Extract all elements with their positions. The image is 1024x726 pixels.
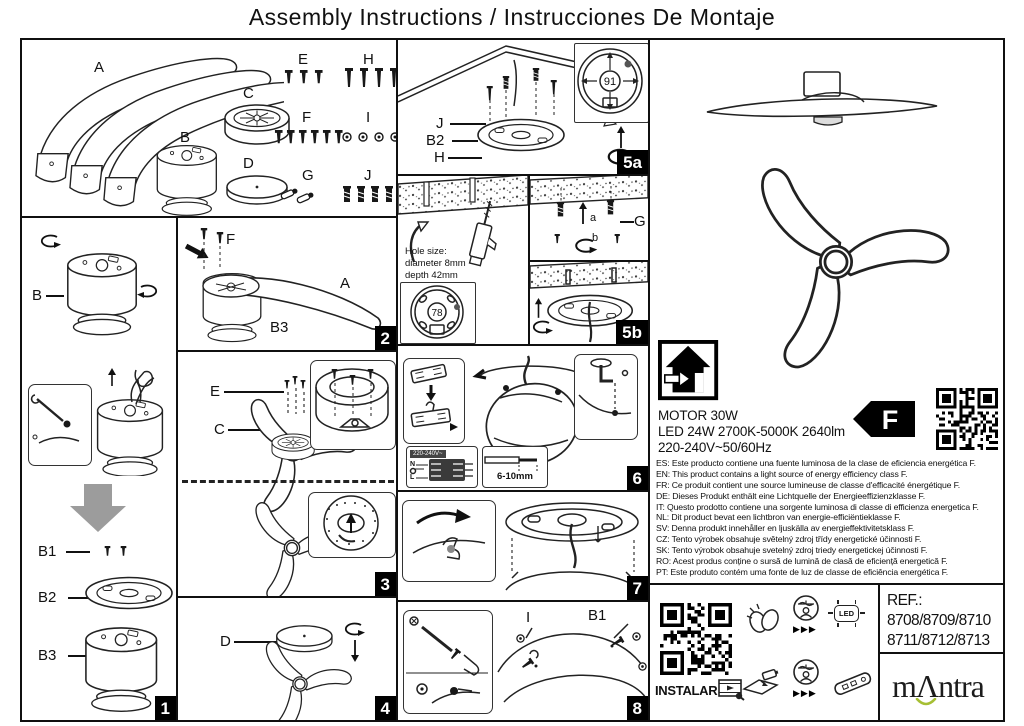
brand-panel — [878, 652, 1005, 722]
step-number-badge: 5b — [616, 320, 648, 344]
label-b: B — [32, 287, 43, 304]
parts-overview-panel — [20, 38, 398, 218]
motor-drawing — [64, 252, 148, 348]
anchors-panel — [528, 174, 650, 262]
label-b-step: b — [592, 232, 599, 244]
step-number-badge: 8 — [627, 696, 648, 720]
part-label-g: G — [302, 167, 314, 184]
step-number-badge: 3 — [375, 572, 396, 596]
language-line: NL: Dit product bevat een lichtbron van energie-efficiëntieklasse F. — [656, 512, 901, 523]
step-number-badge: 4 — [375, 696, 396, 720]
step-number-badge: 6 — [627, 466, 648, 490]
language-line: FR: Ce produit contient une source lumineuse de classe d'efficacité énergétique F. — [656, 479, 961, 490]
part-label-c: C — [243, 85, 254, 102]
plate-dimension-inset — [574, 43, 649, 123]
washers-i — [342, 132, 398, 144]
label-b1: B1 — [588, 607, 607, 624]
motor-to-plate-drawing — [494, 494, 644, 598]
step7-panel — [396, 490, 650, 602]
led-spec: LED 24W 2700K-5000K 2640lm — [658, 423, 845, 439]
mantra-logo: mΛ ntra — [892, 668, 984, 705]
label-j: J — [436, 115, 444, 132]
part-label-j: J — [364, 167, 372, 184]
hole-size-text: Hole size: diameter 8mm depth 42mm — [405, 246, 466, 281]
ref-label: REF.: — [887, 592, 922, 609]
label-b1: B1 — [38, 543, 57, 560]
motor-spec: MOTOR 30W — [658, 408, 738, 423]
energy-class-arrow — [852, 400, 916, 438]
neutral-label: N — [410, 461, 416, 468]
triple-arrow: ▶▶▶ — [793, 688, 817, 698]
instalar-label: INSTALAR — [655, 683, 718, 698]
fan-drawing — [208, 633, 378, 722]
motor-part-drawing — [154, 144, 234, 218]
step1-panel — [20, 216, 178, 722]
part-label-d: D — [243, 155, 254, 172]
step5a-panel — [396, 38, 650, 176]
indoor-use-icon — [658, 340, 720, 402]
label-b3: B3 — [270, 319, 289, 336]
anchors-drawing — [530, 176, 648, 260]
strip-length-inset — [482, 446, 548, 488]
fan-side-view — [702, 70, 952, 140]
part-label-i: I — [366, 109, 371, 126]
language-line: SK: Tento výrobok obsahuje svetelný zdroj triedy energetickej účinnosti F. — [656, 545, 928, 556]
label-i: I — [526, 609, 531, 626]
language-line: PT: Este produto contém uma fonte de luz de classe de eficiência energética F. — [656, 566, 949, 577]
ref-line-1: 8708/8709/8710 — [887, 612, 991, 630]
logo-caret: Λ — [916, 668, 938, 705]
fan-remote-person-icon — [793, 659, 820, 686]
language-line: DE: Dieses Produkt enthält eine Lichtquelle der Energieeffizienzklasse F. — [656, 490, 925, 501]
label-lead — [66, 551, 90, 553]
language-line: IT: Questo prodotto contiene una sorgente luminosa di classe di efficienza energetica F. — [656, 501, 979, 512]
screws-b1 — [104, 546, 134, 558]
language-line: RO: Acest produs conține o sursă de lumină de clasă de eficiență energetică F. — [656, 556, 948, 567]
label-lead — [620, 221, 634, 223]
motor-wires-drawing — [92, 368, 178, 476]
language-line: SV: Denna produkt innehåller en ljuskälla av energieffektivitetsklass F. — [656, 523, 915, 534]
energy-class-letter: F — [881, 405, 899, 435]
label-e: E — [210, 383, 221, 400]
fan-bottom-view — [716, 140, 956, 380]
step3-panel — [176, 350, 398, 598]
label-a: A — [340, 275, 351, 292]
label-a-step: a — [590, 212, 597, 224]
step2-panel — [176, 216, 398, 352]
label-f: F — [226, 231, 236, 248]
step-number-badge: 1 — [155, 696, 176, 720]
part-label-a: A — [94, 59, 105, 76]
divider-dashed — [182, 480, 394, 483]
install-qr-code — [658, 603, 734, 675]
hook-detail-inset — [402, 500, 496, 582]
label-g: G — [634, 213, 646, 230]
step4-panel — [176, 596, 398, 722]
label-lead — [452, 140, 478, 142]
step-number-badge: 5a — [617, 150, 648, 174]
clap-hands-icon — [746, 601, 782, 635]
product-specs — [658, 408, 845, 456]
energy-language-list — [656, 458, 1004, 578]
label-lead — [448, 157, 482, 159]
plate-diameter-value: 91 — [603, 76, 617, 88]
rotate-icon — [38, 234, 64, 252]
screws-f — [274, 130, 350, 148]
label-h: H — [434, 149, 445, 166]
canopy-screws-inset — [310, 360, 396, 450]
label-lead — [450, 123, 486, 125]
energy-label-qr-code — [936, 388, 998, 450]
page-title: Assembly Instructions / Instrucciones De Montaje — [248, 4, 776, 30]
led-light-icon: LED — [834, 605, 859, 622]
screwdriver-detail-inset — [403, 610, 493, 714]
voltage-label: 220-240V~ — [410, 450, 446, 458]
language-line: ES: Este producto contiene una fuente luminosa de la clase de eficiencia energética F. — [656, 458, 976, 468]
step6-panel — [396, 344, 650, 492]
screws-h — [344, 68, 398, 90]
safety-cable-inset — [574, 354, 638, 440]
screwdriver-inset — [28, 384, 92, 466]
reference-panel — [878, 583, 1005, 654]
part-label-f: F — [302, 109, 312, 126]
connector-clamp-inset — [403, 358, 465, 444]
triple-arrow: ▶▶▶ — [793, 624, 817, 634]
part-label-e: E — [298, 51, 309, 68]
language-line: CZ: Tento výrobek obsahuje světelný zdroj třídy energetické účinnosti F. — [656, 534, 922, 545]
strip-length-value: 6-10mm — [497, 471, 533, 482]
terminal-block-inset — [406, 446, 478, 488]
step-number-badge: 7 — [627, 576, 648, 600]
drilling-panel — [396, 174, 530, 346]
diffuser-inset — [308, 492, 396, 558]
fan-remote-person-icon — [793, 595, 820, 622]
connectors-g — [280, 186, 324, 210]
plate-drawing — [84, 574, 178, 616]
up-arrow — [616, 126, 626, 148]
remote-control-icon — [830, 665, 876, 701]
step-number-badge: 2 — [375, 326, 396, 350]
label-b3: B3 — [38, 647, 57, 664]
hole-circle-value: 78 — [431, 308, 443, 319]
part-label-b: B — [180, 129, 191, 146]
part-label-h: H — [363, 51, 374, 68]
install-video-panel — [648, 583, 880, 722]
screws-e — [284, 70, 330, 88]
step5b-panel — [528, 260, 650, 346]
label-c: C — [214, 421, 225, 438]
live-label: L — [410, 474, 415, 481]
language-line: EN: This product contains a light source of energy efficiency class F. — [656, 468, 908, 479]
label-lead — [46, 295, 64, 297]
label-d: D — [220, 633, 231, 650]
power-spec: 220-240V~50/60Hz — [658, 439, 772, 455]
ref-line-2: 8711/8712/8713 — [887, 632, 990, 650]
hole-pattern-inset — [400, 282, 476, 344]
label-b2: B2 — [38, 589, 57, 606]
gray-down-arrow — [70, 484, 126, 534]
label-b2: B2 — [426, 132, 445, 149]
battery-insert-icon — [742, 667, 786, 699]
logo-smile — [915, 698, 937, 708]
reference-numbers — [887, 591, 991, 651]
step8-panel — [396, 600, 650, 722]
product-info-panel — [648, 38, 1005, 585]
anchors-j — [342, 186, 398, 206]
